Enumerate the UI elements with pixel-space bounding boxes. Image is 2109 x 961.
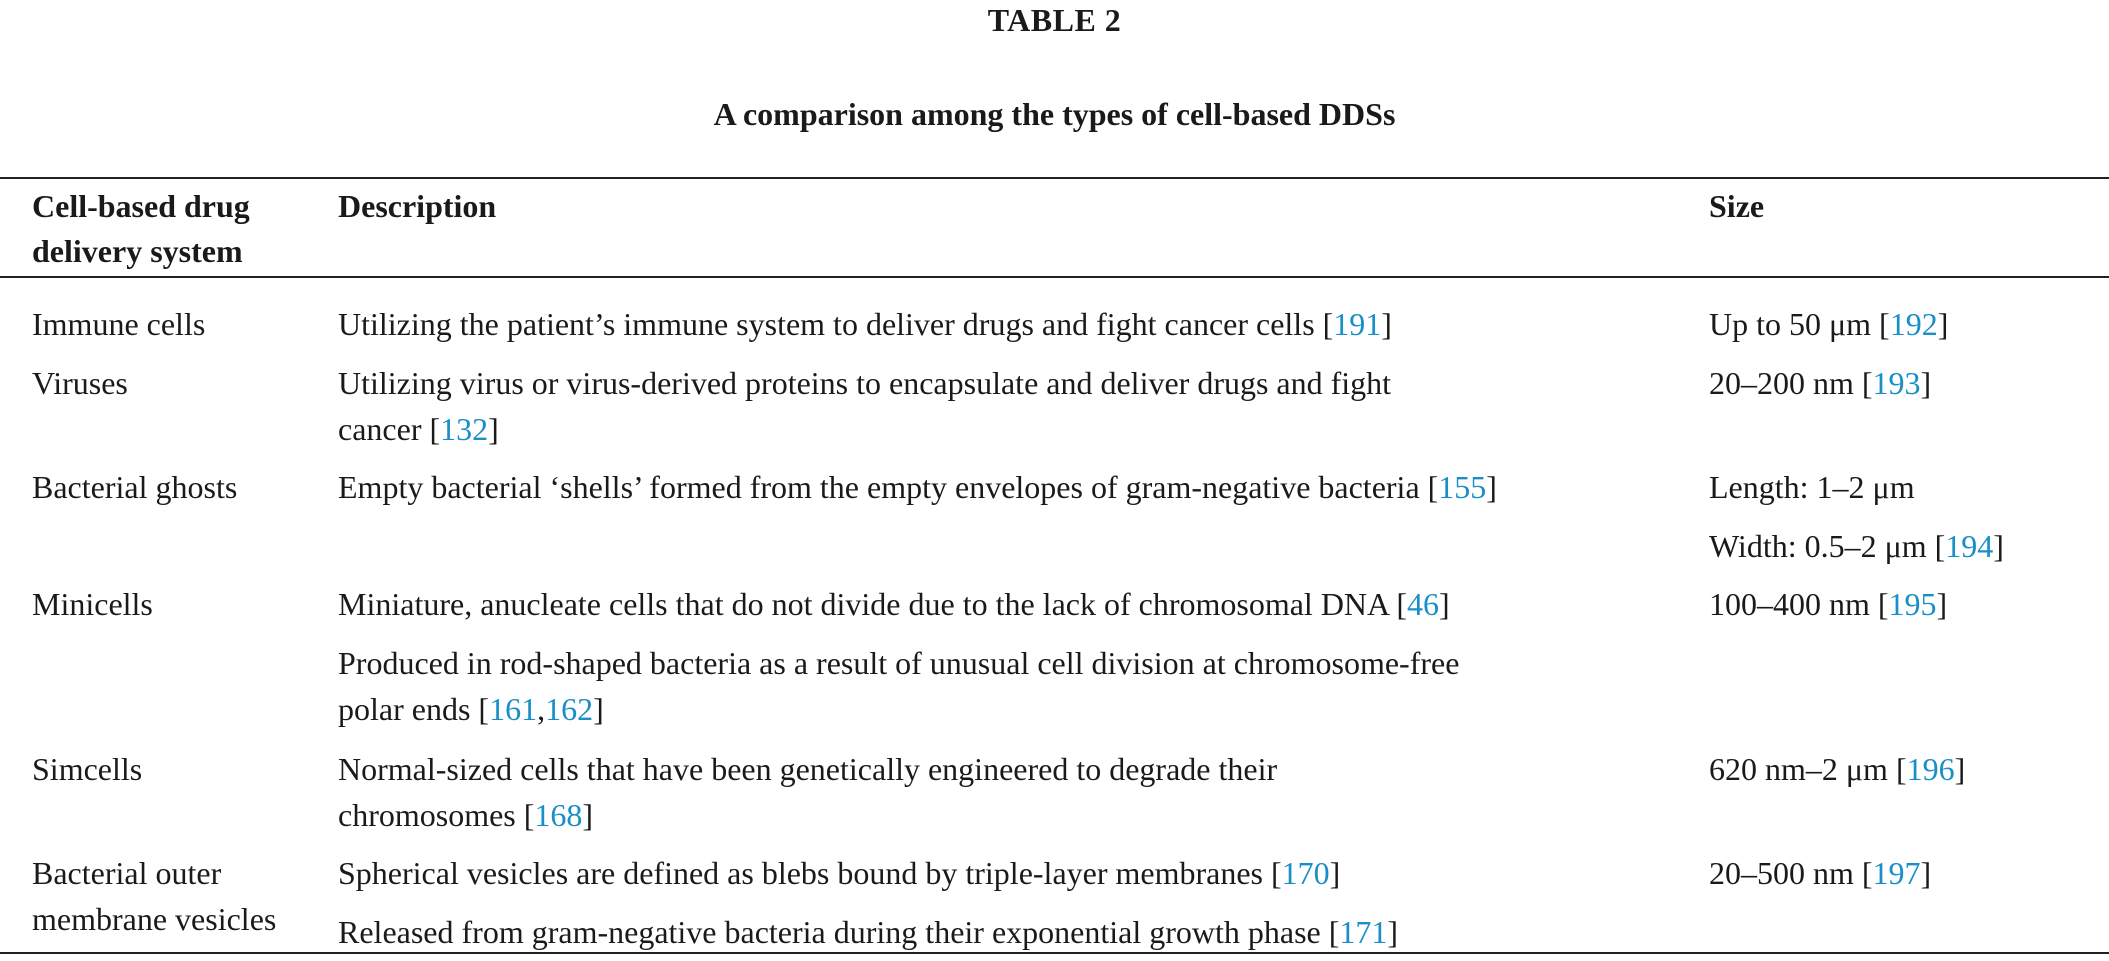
cell-line bbox=[338, 581, 1459, 627]
cell-line bbox=[338, 640, 1459, 686]
citation-link[interactable]: 192 bbox=[1889, 306, 1938, 342]
cell-text: Released from gram-negative bacteria during their exponential growth phase [ bbox=[338, 914, 1340, 950]
table-header-rule bbox=[0, 276, 2109, 278]
table-row-size bbox=[1709, 360, 1931, 406]
cell-line bbox=[338, 909, 1398, 955]
cell-line bbox=[338, 746, 1277, 792]
table-row-system: Minicells bbox=[32, 586, 153, 622]
table-row-description bbox=[338, 360, 1391, 452]
table-caption: A comparison among the types of cell-based DDSs bbox=[713, 96, 1396, 132]
cell-text: Miniature, anucleate cells that do not divide due to the lack of chromosomal DNA [ bbox=[338, 586, 1408, 622]
cell-text: 100–400 nm [ bbox=[1709, 586, 1889, 622]
cell-text: ] bbox=[1486, 469, 1497, 505]
table-row-system bbox=[32, 850, 276, 942]
cell-text: Produced in rod-shaped bacteria as a result of unusual cell division at chromosome-free bbox=[338, 645, 1460, 681]
cell-text: ] bbox=[1439, 586, 1450, 622]
header-system bbox=[32, 184, 250, 274]
cell-line bbox=[338, 792, 1277, 838]
cell-text: ] bbox=[582, 797, 594, 833]
citation-link[interactable]: 197 bbox=[1872, 855, 1921, 891]
cell-text: ] bbox=[1387, 914, 1399, 950]
citation-link[interactable]: 46 bbox=[1407, 586, 1440, 622]
cell-text: ] bbox=[488, 411, 499, 447]
cell-text: Empty bacterial ‘shells’ formed from the empty envelopes of gram-negative bacteria [ bbox=[338, 469, 1439, 505]
cell-text: cancer [ bbox=[338, 411, 441, 447]
citation-link[interactable]: 193 bbox=[1872, 365, 1921, 401]
cell-line bbox=[338, 360, 1391, 406]
table-row-size bbox=[1709, 464, 2004, 569]
cell-text: ] bbox=[1936, 586, 1948, 622]
citation-link[interactable]: 191 bbox=[1333, 306, 1382, 342]
cell-text: , bbox=[537, 691, 546, 727]
cell-text: Utilizing the patient’s immune system to deliver drugs and fight cancer cells [ bbox=[338, 306, 1334, 342]
citation-link[interactable]: 155 bbox=[1438, 469, 1487, 505]
cell-line bbox=[338, 406, 1391, 452]
table-row-size bbox=[1709, 581, 1947, 627]
cell-text: ] bbox=[1920, 855, 1932, 891]
cell-text: ] bbox=[1993, 528, 2004, 564]
table-row-description bbox=[338, 850, 1398, 955]
table-row-size bbox=[1709, 301, 1948, 347]
citation-link[interactable]: 170 bbox=[1281, 855, 1330, 891]
cell-text: Normal-sized cells that have been genetically engineered to degrade their bbox=[338, 751, 1278, 787]
citation-link[interactable]: 132 bbox=[440, 411, 489, 447]
table-row-size bbox=[1709, 746, 1965, 792]
table-row-description bbox=[338, 581, 1459, 732]
cell-text: ] bbox=[1937, 306, 1949, 342]
table-label: TABLE 2 bbox=[987, 2, 1122, 38]
cell-text: 620 nm–2 μm [ bbox=[1709, 751, 1907, 787]
cell-text: Utilizing virus or virus-derived proteins to encapsulate and deliver drugs and fight bbox=[338, 365, 1392, 401]
cell-line bbox=[338, 850, 1398, 896]
table-row-description bbox=[338, 464, 1497, 510]
table-row-size bbox=[1709, 850, 1931, 896]
cell-text: chromosomes [ bbox=[338, 797, 535, 833]
cell-text: ] bbox=[1381, 306, 1392, 342]
citation-link[interactable]: 196 bbox=[1906, 751, 1955, 787]
header-system-line1: Cell-based drug bbox=[32, 188, 250, 224]
cell-text: Spherical vesicles are defined as blebs bound by triple-layer membranes [ bbox=[338, 855, 1282, 891]
cell-text: Up to 50 μm [ bbox=[1709, 306, 1890, 342]
cell-line: Bacterial outer bbox=[32, 855, 222, 891]
citation-link[interactable]: 195 bbox=[1888, 586, 1937, 622]
citation-link[interactable]: 194 bbox=[1945, 528, 1994, 564]
table-row-system: Viruses bbox=[32, 365, 128, 401]
table-row-description bbox=[338, 301, 1392, 347]
cell-text: 20–500 nm [ bbox=[1709, 855, 1873, 891]
cell-line: membrane vesicles bbox=[32, 901, 277, 937]
header-size: Size bbox=[1709, 188, 1765, 224]
cell-text: ] bbox=[1329, 855, 1341, 891]
cell-text: ] bbox=[1920, 365, 1932, 401]
cell-text: Length: 1–2 μm bbox=[1709, 469, 1915, 505]
cell-text: polar ends [ bbox=[338, 691, 490, 727]
cell-text: ] bbox=[1954, 751, 1966, 787]
table-row-system: Bacterial ghosts bbox=[32, 469, 238, 505]
cell-text: Width: 0.5–2 μm [ bbox=[1709, 528, 1946, 564]
table-top-rule bbox=[0, 177, 2109, 179]
cell-line bbox=[338, 686, 1459, 732]
citation-link[interactable]: 168 bbox=[534, 797, 583, 833]
citation-link[interactable]: 171 bbox=[1339, 914, 1388, 950]
table-row-description bbox=[338, 746, 1277, 838]
cell-line bbox=[1709, 523, 2004, 569]
cell-line bbox=[1709, 464, 2004, 510]
header-system-line2: delivery system bbox=[32, 233, 243, 269]
header-description: Description bbox=[338, 188, 497, 224]
cell-text: 20–200 nm [ bbox=[1709, 365, 1873, 401]
table-row-system: Immune cells bbox=[32, 306, 206, 342]
cell-text: ] bbox=[593, 691, 604, 727]
citation-link[interactable]: 161 bbox=[489, 691, 538, 727]
citation-link[interactable]: 162 bbox=[545, 691, 594, 727]
table-row-system: Simcells bbox=[32, 751, 143, 787]
table-bottom-rule bbox=[0, 952, 2109, 954]
